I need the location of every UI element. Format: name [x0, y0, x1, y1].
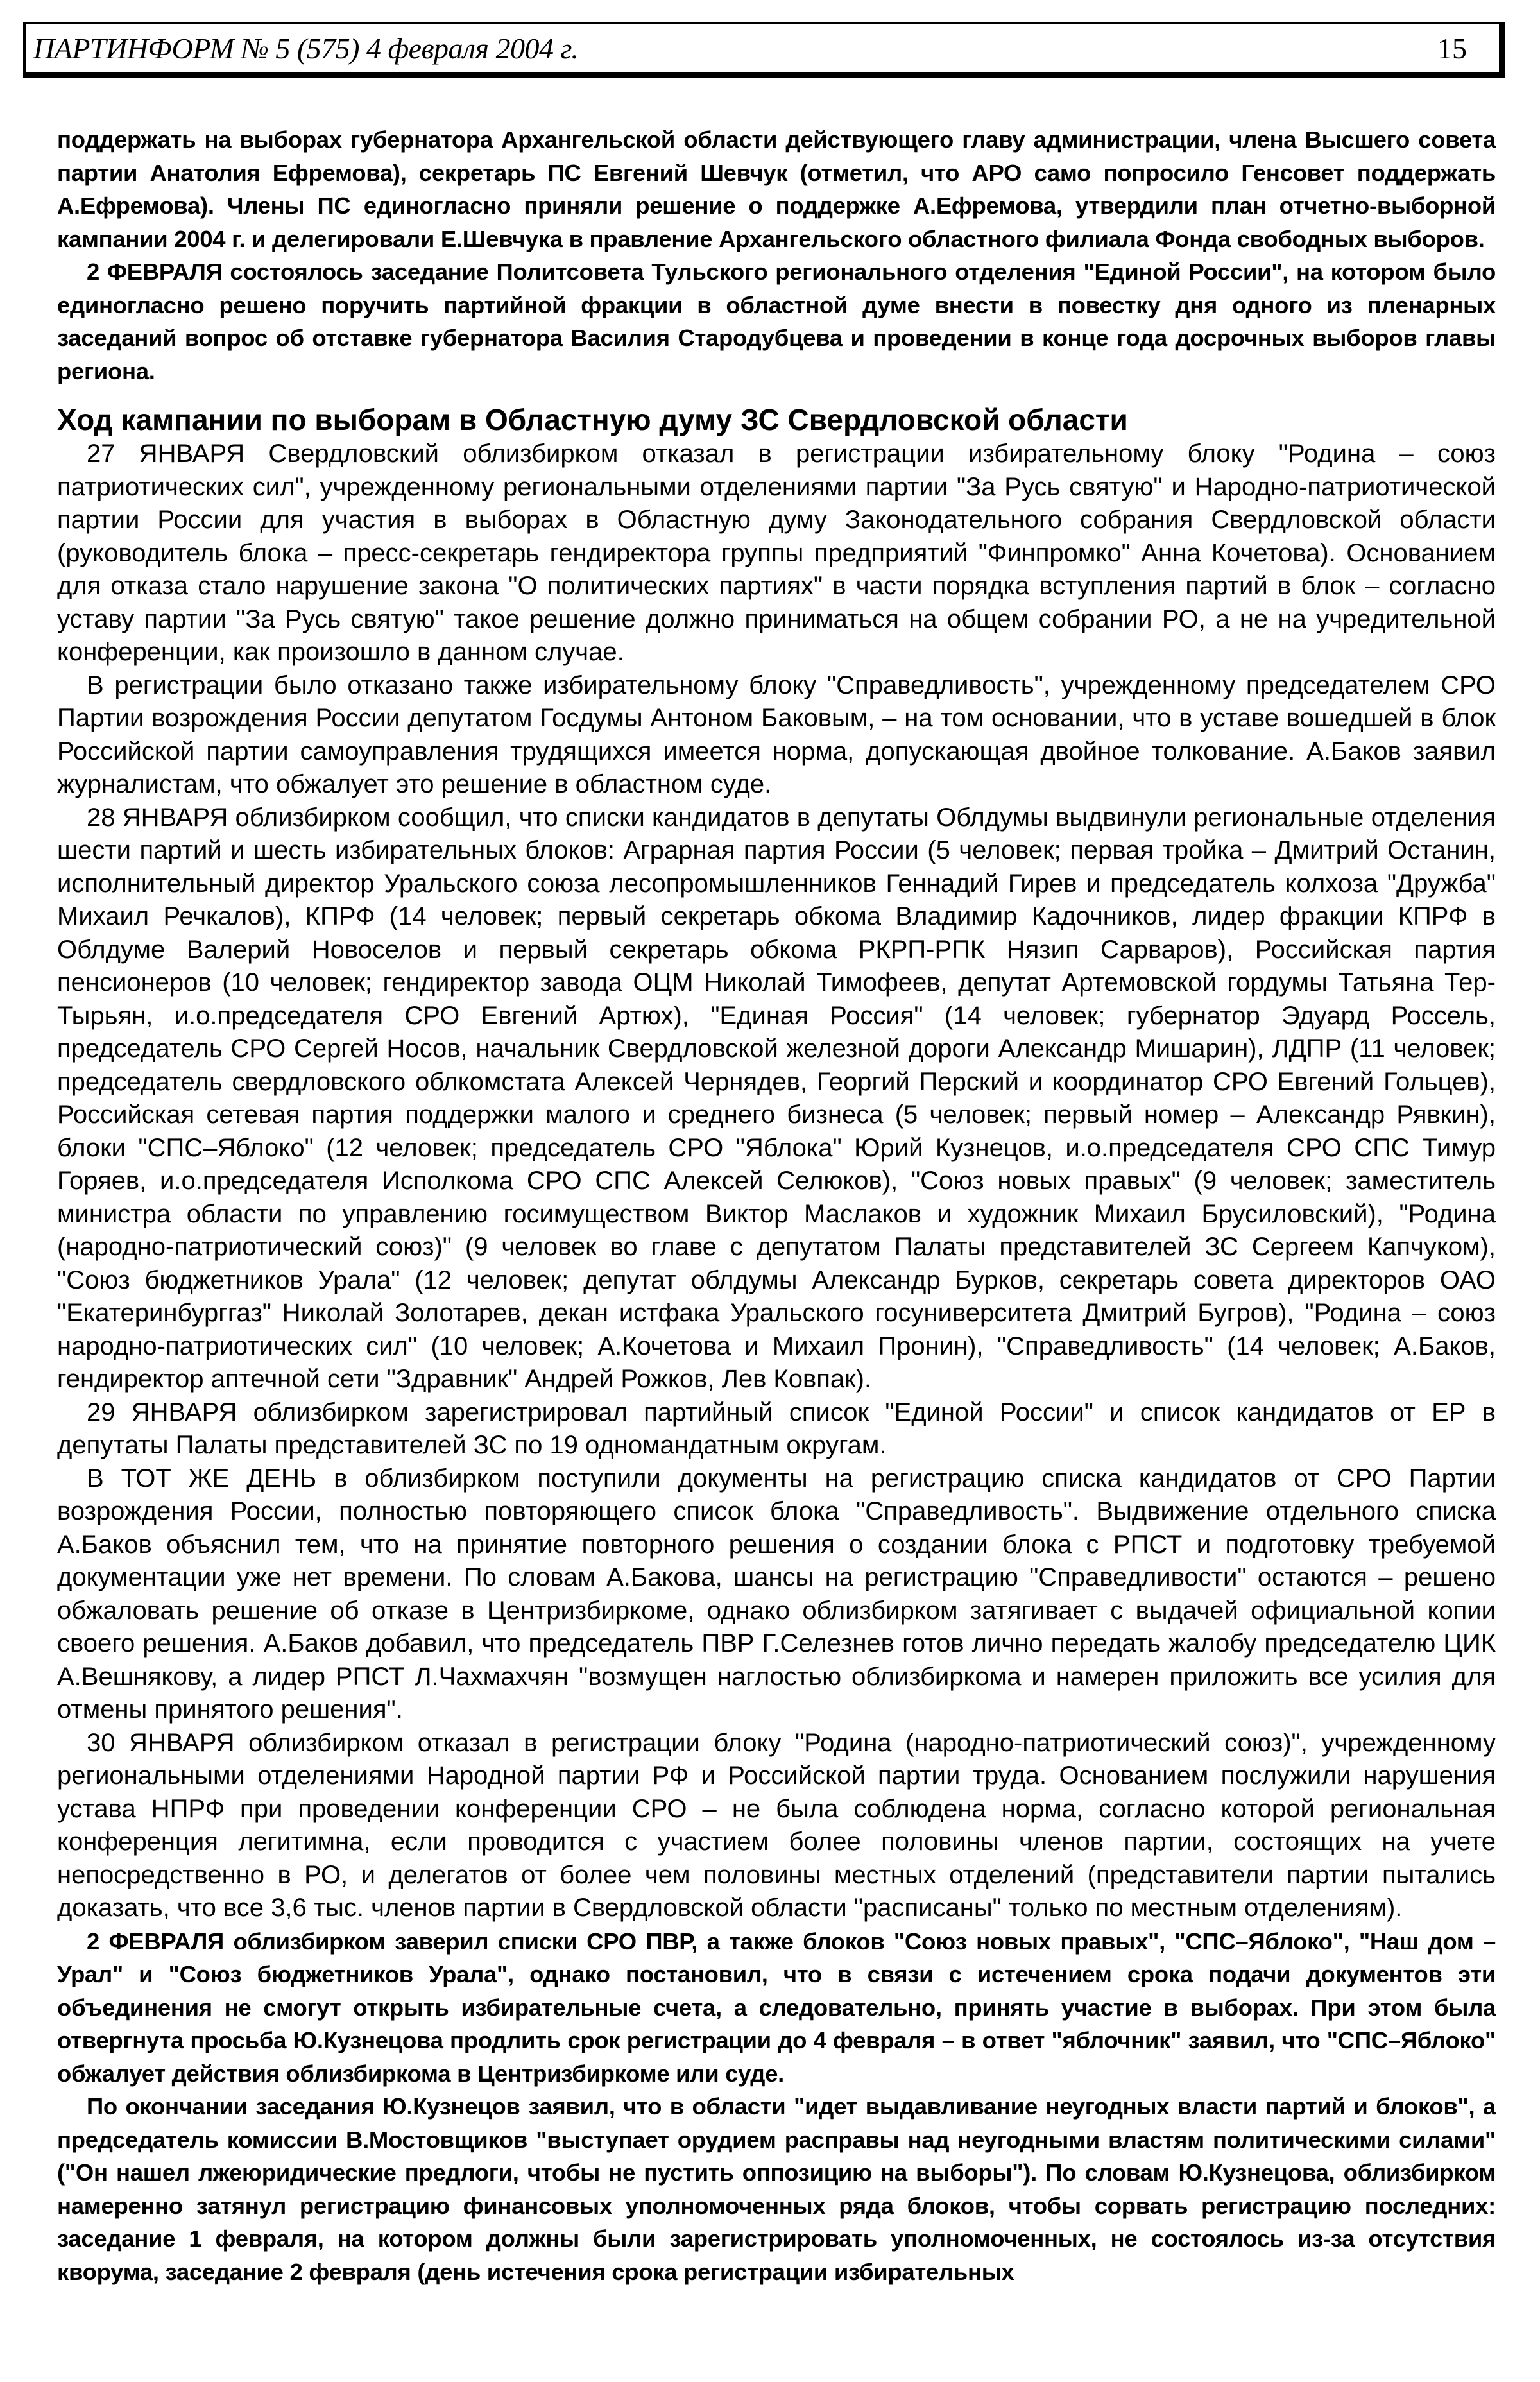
- date-lead: 2 ФЕВРАЛЯ: [87, 1928, 224, 1955]
- paragraph: 30 ЯНВАРЯ облизбирком отказал в регистрации блоку "Родина (народно-патриотический союз)", учрежденному региональными отделениями Народной партии РФ и Российской партии труда. Основанием послужили нарушения устава НПРФ при проведении конференции СРО – не была соблюдена норма, согласно которой региональная конференция легитимна, если проводится с участием более половины членов партии, состоящих на учете непосредственно в РО, и делегатов от более чем половины местных отделений (представители партии пытались доказать, что все 3,6 тыс. членов партии в Свердловской области "расписаны" только по местным отделениям).: [57, 1728, 1496, 1922]
- date-lead: 28 ЯНВАРЯ: [87, 803, 228, 832]
- article-body: [57, 123, 1496, 2288]
- paragraph: В регистрации было отказано также избирательному блоку "Справедливость", учрежденному председателем СРО Партии возрождения России депутатом Госдумы Антоном Баковым, – на том основании, что в уставе вошедшей в блок Российской партии самоуправления трудящихся имеется норма, допускающая двойное толкование. А.Баков заявил журналистам, что обжалует это решение в областном суде.: [57, 671, 1496, 798]
- date-lead: 30 ЯНВАРЯ: [87, 1728, 235, 1757]
- paragraph: 29 ЯНВАРЯ облизбирком зарегистрировал партийный список "Единой России" и список кандидатов от ЕР в депутаты Палаты представителей ЗС по 19 одномандатным округам.: [57, 1398, 1496, 1459]
- paragraph: 28 ЯНВАРЯ облизбирком сообщил, что списки кандидатов в депутаты Облдумы выдвинули региональные отделения шести партий и шесть избирательных блоков: Аграрная партия России (5 человек; первая тройка – Дмитрий Останин, исполнительный директор Уральского союза лесопромышленников Геннадий Гирев и председатель колхоза "Дружба" Михаил Речкалов), КПРФ (14 человек; первый секретарь обкома Владимир Кадочников, лидер фракции КПРФ в Облдуме Валерий Новоселов и первый секретарь обкома РКРП-РПК Нязип Сарваров), Российская партия пенсионеров (10 человек; гендиректор завода ОЦМ Николай Тимофеев, депутат Артемовской гордумы Татьяна Тер-Тырьян, и.о.председателя СРО Евгений Артюх), "Единая Россия" (14 человек; губернатор Эдуард Россель, председатель СРО Сергей Носов, начальник Свердловской железной дороги Александр Мишарин), ЛДПР (11 человек; председатель свердловского облкомстата Алексей Чернядев, Георгий Перский и координатор СРО Евгений Гольцев), Российская сетевая партия поддержки малого и среднего бизнеса (5 человек; первый номер – Александр Рявкин), блоки "СПС–Яблоко" (12 человек; председатель СРО "Яблока" Юрий Кузнецов, и.о.председателя СРО СПС Тимур Горяев, и.о.председателя Исполкома СРО СПС Алексей Селюков), "Союз новых правых" (9 человек; заместитель министра области по управлению госимуществом Виктор Маслаков и художник Михаил Брусиловский), "Родина (народно-патриотический союз)" (9 человек во главе с депутатом Палаты представителей ЗС Сергеем Капчуком), "Союз бюджетников Урала" (12 человек; депутат облдумы Александр Бурков, секретарь совета директоров ОАО "Екатеринбурггаз" Николай Золотарев, декан истфака Уральского госуниверситета Дмитрий Бугров), "Родина – союз народно-патриотических сил" (10 человек; А.Кочетова и Михаил Пронин), "Справедливость" (14 человек; А.Баков, гендиректор аптечной сети "Здравник" Андрей Рожков, Лев Ковпак).: [57, 803, 1496, 1393]
- date-lead: 29 ЯНВАРЯ: [87, 1398, 237, 1427]
- paragraph: 2 ФЕВРАЛЯ состоялось заседание Политсовета Тульского регионального отделения "Единой России", на котором было единогласно решено поручить партийной фракции в областной думе внести в повестку дня одного из пленарных заседаний вопрос об отставке губернатора Василия Стародубцева и проведении в конце года досрочных выборов главы региона.: [57, 259, 1496, 384]
- section-heading: Ход кампании по выборам в Областную думу ЗС Свердловской области: [57, 403, 1128, 436]
- publication-title: ПАРТИНФОРМ № 5 (575) 4 февраля 2004 г.: [33, 32, 579, 65]
- paragraph: 2 ФЕВРАЛЯ облизбирком заверил списки СРО ПВР, а также блоков "Союз новых правых", "СПС–Яблоко", "Наш дом – Урал" и "Союз бюджетников Урала", однако постановил, что в связи с истечением срока подачи документов эти объединения не смогут открыть избирательные счета, а следовательно, принять участие в выборах. При этом была отвергнута просьба Ю.Кузнецова продлить срок регистрации до 4 февраля – в ответ "яблочник" заявил, что "СПС–Яблоко" обжалует действия облизбиркома в Центризбиркоме или суде.: [57, 1928, 1496, 2087]
- paragraph: 27 ЯНВАРЯ Свердловский облизбирком отказал в регистрации избирательному блоку "Родина – союз патриотических сил", учрежденному региональными отделениями партии "За Русь святую" и Народно-патриотической партии России для участия в выборах в Областную думу Законодательного собрания Свердловской области (руководитель блока – пресс-секретарь гендиректора группы предприятий "Финпромко" Анна Кочетова). Основанием для отказа стало нарушение закона "О политических партиях" в части порядка вступления партий в блок – согласно уставу партии "За Русь святую" такое решение должно приниматься на общем собрании РО, а не на учредительной конференции, как произошло в данном случае.: [57, 440, 1496, 666]
- date-lead: В ТОТ ЖЕ ДЕНЬ: [87, 1464, 317, 1493]
- paragraph: поддержать на выборах губернатора Архангельской области действующего главу администрации, члена Высшего совета партии Анатолия Ефремова), секретарь ПС Евгений Шевчук (отметил, что АРО само попросило Генсовет поддержать А.Ефремова). Члены ПС единогласно приняли решение о поддержке А.Ефремова, утвердили план отчетно-выборной кампании 2004 г. и делегировали Е.Шевчука в правление Архангельского областного филиала Фонда свободных выборов.: [57, 126, 1496, 252]
- paragraph: По окончании заседания Ю.Кузнецов заявил, что в области "идет выдавливание неугодных власти партий и блоков", а председатель комиссии В.Мостовщиков "выступает орудием расправы над неугодными властям политическими силами" ("Он нашел лжеюридические предлоги, чтобы не пустить оппозицию на выборы"). По словам Ю.Кузнецова, облизбирком намеренно затянул регистрацию финансовых уполномоченных ряда блоков, чтобы сорвать регистрацию последних: заседание 1 февраля, на котором должны были зарегистрировать уполномоченных, не состоялось из-за отсутствия кворума, заседание 2 февраля (день истечения срока регистрации избирательных: [57, 2093, 1496, 2285]
- date-lead: 27 ЯНВАРЯ: [87, 440, 245, 468]
- page-number: 15: [1437, 32, 1467, 65]
- paragraph: В ТОТ ЖЕ ДЕНЬ в облизбирком поступили документы на регистрацию списка кандидатов от СРО Партии возрождения России, полностью повторяющего список блока "Справедливость". Выдвижение отдельного списка А.Баков объяснил тем, что на принятие повторного решения о создании блока с РПСТ и подготовку требуемой документации уже нет времени. По словам А.Бакова, шансы на регистрацию "Справедливости" остаются – решено обжаловать решение об отказе в Центризбиркоме, однако облизбирком затягивает с выдачей официальной копии своего решения. А.Баков добавил, что председатель ПВР Г.Селезнев готов лично передать жалобу председателю ЦИК А.Вешнякову, а лидер РПСТ Л.Чахмахчян "возмущен наглостью облизбиркома и намерен приложить все усилия для отмены принятого решения".: [57, 1464, 1496, 1724]
- page-header: [23, 22, 1505, 78]
- date-lead: 2 ФЕВРАЛЯ: [87, 259, 223, 285]
